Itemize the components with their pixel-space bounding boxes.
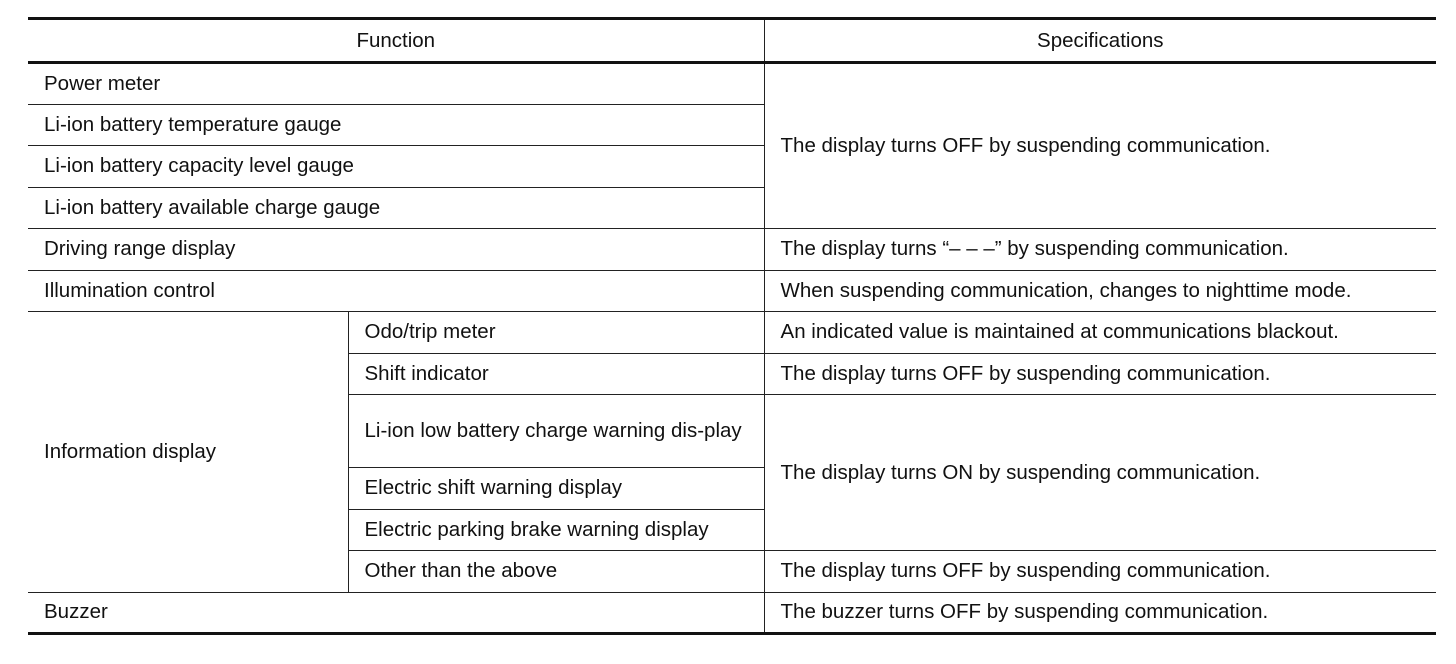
spec-cell-driving-range: The display turns “– – –” by suspending communication. (764, 229, 1436, 271)
spec-cell-illumination: When suspending communication, changes to nighttime mode. (764, 270, 1436, 312)
spec-cell-warnings: The display turns ON by suspending communication. (764, 395, 1436, 551)
function-cell-available-charge-gauge: Li-ion battery available charge gauge (28, 187, 764, 229)
spec-cell-gauges: The display turns OFF by suspending communication. (764, 63, 1436, 229)
function-header: Function (28, 19, 764, 63)
spec-cell-other: The display turns OFF by suspending communication. (764, 551, 1436, 593)
spec-cell-shift-indicator: The display turns OFF by suspending communication. (764, 353, 1436, 395)
sub-cell-parking-brake-warning: Electric parking brake warning display (348, 509, 764, 551)
function-cell-power-meter: Power meter (28, 63, 764, 105)
table-row (28, 63, 1436, 105)
sub-cell-other: Other than the above (348, 551, 764, 593)
sub-cell-odo-trip: Odo/trip meter (348, 312, 764, 354)
table-row (28, 229, 1436, 271)
function-cell-illumination: Illumination control (28, 270, 764, 312)
function-cell-information-display: Information display (28, 312, 348, 593)
function-cell-capacity-gauge: Li-ion battery capacity level gauge (28, 146, 764, 188)
table-row (28, 312, 1436, 354)
function-cell-driving-range: Driving range display (28, 229, 764, 271)
sub-cell-electric-shift-warning: Electric shift warning display (348, 468, 764, 510)
specifications-header: Specifications (764, 19, 1436, 63)
spec-cell-buzzer: The buzzer turns OFF by suspending communication. (764, 592, 1436, 634)
header-row (28, 19, 1436, 63)
sub-cell-low-battery-warning: Li-ion low battery charge warning dis-play (348, 395, 764, 468)
function-cell-temp-gauge: Li-ion battery temperature gauge (28, 104, 764, 146)
spec-cell-odo-trip: An indicated value is maintained at communications blackout. (764, 312, 1436, 354)
specification-table (28, 17, 1436, 635)
table-row (28, 592, 1436, 634)
function-cell-buzzer: Buzzer (28, 592, 764, 634)
sub-cell-shift-indicator: Shift indicator (348, 353, 764, 395)
table-row (28, 270, 1436, 312)
